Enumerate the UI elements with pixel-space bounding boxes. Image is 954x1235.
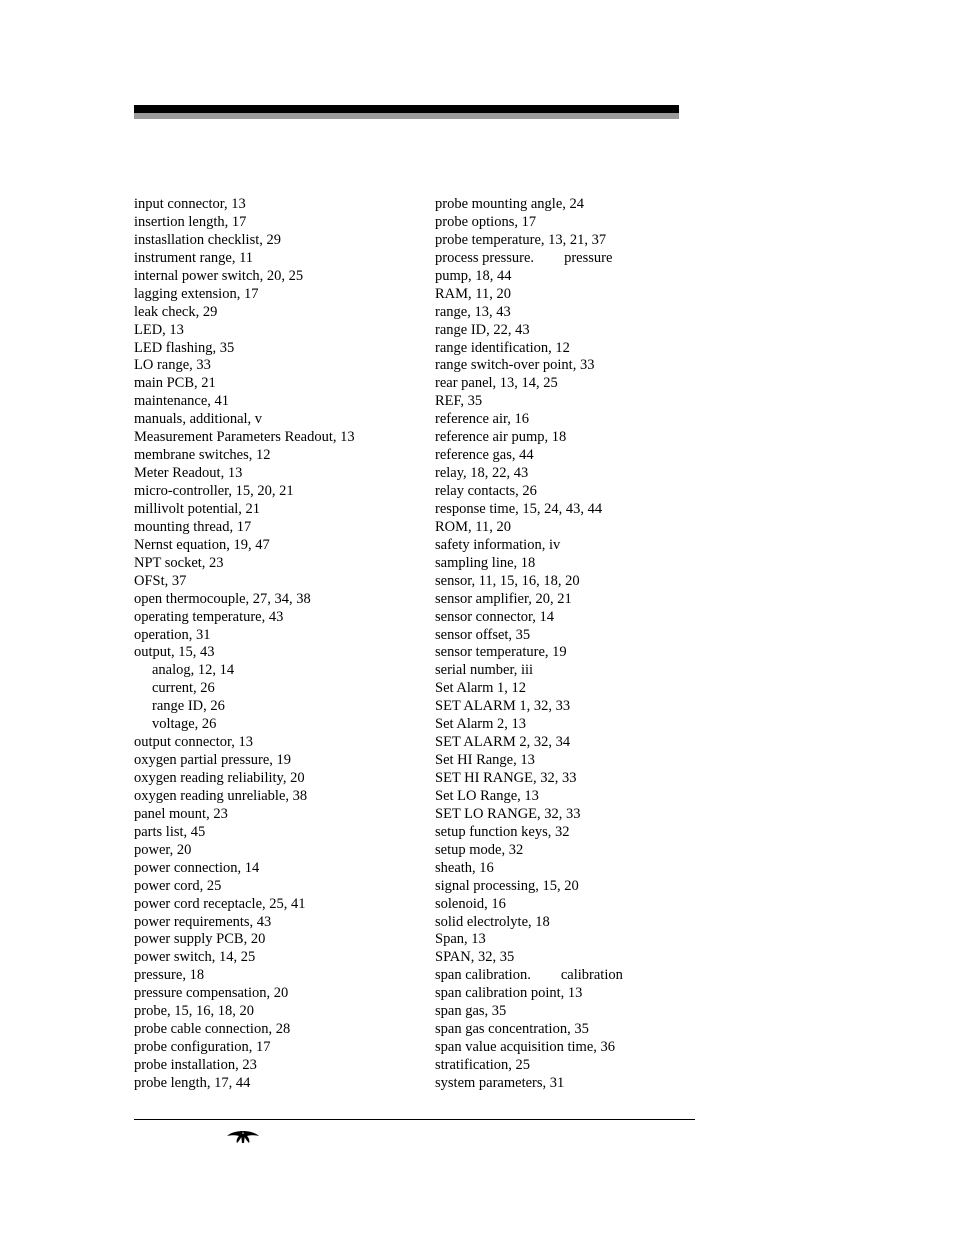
index-term: parts list, 45 <box>134 823 206 840</box>
index-term: instrument range, 11 <box>134 249 254 266</box>
index-term: probe configuration, 17 <box>134 1039 271 1056</box>
index-term: leak check, 29 <box>134 303 218 320</box>
index-term: power cord receptacle, 25, 41 <box>134 895 306 912</box>
left-index-entry <box>134 340 424 358</box>
right-index-entry <box>435 501 695 519</box>
right-index-entry <box>435 896 695 914</box>
left-index-entry <box>134 770 424 788</box>
right-index-entry <box>435 878 695 896</box>
index-term: stratification, 25 <box>435 1057 531 1073</box>
index-term: NPT socket, 23 <box>134 554 224 571</box>
right-index-entry <box>435 1075 695 1093</box>
header-rule-black <box>134 105 679 113</box>
index-term: power, 20 <box>134 841 192 858</box>
right-index-entry <box>435 268 695 286</box>
index-term: range, 13, 43 <box>435 303 511 320</box>
right-index-entry <box>435 304 695 322</box>
right-index-entry <box>435 967 695 985</box>
index-term: setup function keys, 32 <box>435 823 570 840</box>
right-index-entry <box>435 914 695 932</box>
index-term: reference air, 16 <box>435 411 530 428</box>
index-term: solenoid, 16 <box>435 895 506 912</box>
left-index-entry <box>134 949 424 967</box>
index-term: relay, 18, 22, 43 <box>435 465 529 482</box>
index-term: sensor, 11, 15, 16, 18, 20 <box>435 572 580 589</box>
index-term: relay contacts, 26 <box>435 483 537 499</box>
index-term: open thermocouple, 27, 34, 38 <box>134 590 311 607</box>
index-term: Set LO Range, 13 <box>435 787 539 804</box>
index-column-right <box>435 196 695 1093</box>
right-index-entry <box>435 214 695 232</box>
right-index-entry <box>435 447 695 465</box>
index-term: power requirements, 43 <box>134 913 272 930</box>
index-term: sensor amplifier, 20, 21 <box>435 590 572 607</box>
left-index-entry <box>134 250 424 268</box>
index-column-left <box>134 196 424 1093</box>
index-term: SET ALARM 2, 32, 34 <box>435 734 571 751</box>
right-index-entry <box>435 1003 695 1021</box>
index-term: output connector, 13 <box>134 734 254 751</box>
left-index-entry <box>134 268 424 286</box>
index-term: voltage, 26 <box>152 716 217 733</box>
right-index-entry <box>435 734 695 752</box>
left-index-entry <box>134 393 424 411</box>
left-index-entry <box>134 1003 424 1021</box>
right-index-entry <box>435 949 695 967</box>
index-term: SET ALARM 1, 32, 33 <box>435 698 571 715</box>
left-index-entry <box>134 411 424 429</box>
left-index-entry <box>134 286 424 304</box>
left-index-entry <box>134 537 424 555</box>
index-term: mounting thread, 17 <box>134 518 252 535</box>
index-term: probe, 15, 16, 18, 20 <box>134 1003 255 1020</box>
index-term: range ID, 22, 43 <box>435 321 530 338</box>
index-term: power connection, 14 <box>134 859 260 876</box>
left-index-entry <box>134 860 424 878</box>
left-index-entry <box>134 734 424 752</box>
index-term: LED, 13 <box>134 321 184 338</box>
index-term: process pressure. <box>435 249 535 266</box>
index-term: safety information, iv <box>435 536 561 553</box>
index-term: response time, 15, 24, 43, 44 <box>435 500 603 517</box>
left-index-entry <box>134 680 424 698</box>
right-index-entry <box>435 680 695 698</box>
index-term: Nernst equation, 19, 47 <box>134 536 270 553</box>
see-reference: calibration <box>560 967 623 984</box>
index-term: Measurement Parameters Readout, 13 <box>134 429 355 446</box>
index-term: instasllation checklist, 29 <box>134 231 281 248</box>
left-index-entry <box>134 1039 424 1057</box>
footer-rule <box>134 1119 695 1120</box>
left-index-entry <box>134 1021 424 1039</box>
index-term: range identification, 12 <box>435 339 570 356</box>
right-index-entry <box>435 824 695 842</box>
index-term: Span, 13 <box>435 931 486 948</box>
index-term: oxygen reading reliability, 20 <box>134 770 305 786</box>
right-index-entry <box>435 609 695 627</box>
left-index-entry <box>134 196 424 214</box>
right-index-entry <box>435 662 695 680</box>
left-index-entry <box>134 609 424 627</box>
left-index-entry <box>134 1075 424 1093</box>
right-index-entry <box>435 573 695 591</box>
right-index-entry <box>435 788 695 806</box>
right-index-entry <box>435 770 695 788</box>
right-index-entry <box>435 465 695 483</box>
left-index-entry <box>134 555 424 573</box>
index-term: analog, 12, 14 <box>152 662 235 679</box>
index-term: sensor connector, 14 <box>435 608 555 625</box>
right-index-entry <box>435 286 695 304</box>
index-term: probe cable connection, 28 <box>134 1021 291 1038</box>
index-term: reference gas, 44 <box>435 447 534 464</box>
left-index-entry <box>134 304 424 322</box>
right-index-entry <box>435 357 695 375</box>
right-index-entry <box>435 698 695 716</box>
left-index-entry <box>134 375 424 393</box>
left-index-entry <box>134 896 424 914</box>
index-term: system parameters, 31 <box>435 1074 565 1091</box>
left-index-entry <box>134 878 424 896</box>
left-index-entry <box>134 967 424 985</box>
index-term: probe options, 17 <box>435 213 537 230</box>
index-term: main PCB, 21 <box>134 375 216 392</box>
index-term: probe mounting angle, 24 <box>435 196 585 212</box>
left-index-entry <box>134 483 424 501</box>
index-term: range switch-over point, 33 <box>435 357 595 374</box>
index-term: ROM, 11, 20 <box>435 518 511 535</box>
index-term: pressure compensation, 20 <box>134 985 289 1002</box>
right-index-entry <box>435 250 695 268</box>
index-term: pressure, 18 <box>134 967 205 984</box>
right-index-entry <box>435 1057 695 1075</box>
left-index-entry <box>134 662 424 680</box>
index-term: probe installation, 23 <box>134 1057 257 1073</box>
left-index-entry <box>134 985 424 1003</box>
index-term: operating temperature, 43 <box>134 608 284 625</box>
index-term: millivolt potential, 21 <box>134 500 261 517</box>
right-index-entry <box>435 627 695 645</box>
right-index-entry <box>435 1039 695 1057</box>
right-index-entry <box>435 752 695 770</box>
left-index-entry <box>134 501 424 519</box>
index-term: LO range, 33 <box>134 357 211 374</box>
right-index-entry <box>435 340 695 358</box>
index-term: SET HI RANGE, 32, 33 <box>435 770 577 786</box>
left-index-entry <box>134 322 424 340</box>
index-term: REF, 35 <box>435 393 483 410</box>
index-term: oxygen reading unreliable, 38 <box>134 787 308 804</box>
right-index-entry <box>435 644 695 662</box>
index-term: sensor offset, 35 <box>435 626 531 643</box>
see-reference: pressure <box>564 249 613 266</box>
index-term: LED flashing, 35 <box>134 339 235 356</box>
left-index-entry <box>134 591 424 609</box>
left-index-entry <box>134 824 424 842</box>
index-term: reference air pump, 18 <box>435 429 567 446</box>
index-term: span calibration. <box>435 967 531 984</box>
index-term: power cord, 25 <box>134 877 222 894</box>
right-index-entry <box>435 483 695 501</box>
index-term: span gas, 35 <box>435 1003 507 1020</box>
right-index-entry <box>435 393 695 411</box>
left-index-entry <box>134 214 424 232</box>
index-term: span gas concentration, 35 <box>435 1021 589 1038</box>
index-term: operation, 31 <box>134 626 211 643</box>
index-term: span calibration point, 13 <box>435 985 583 1002</box>
index-term: maintenance, 41 <box>134 393 230 410</box>
left-index-entry <box>134 716 424 734</box>
index-term: input connector, 13 <box>134 196 246 212</box>
index-term: rear panel, 13, 14, 25 <box>435 375 558 392</box>
index-term: SET LO RANGE, 32, 33 <box>435 805 581 822</box>
right-index-entry <box>435 519 695 537</box>
right-index-entry <box>435 1021 695 1039</box>
index-term: sensor temperature, 19 <box>435 644 567 661</box>
right-index-entry <box>435 716 695 734</box>
index-term: Set Alarm 2, 13 <box>435 716 527 733</box>
index-term: range ID, 26 <box>152 698 225 715</box>
left-index-entry <box>134 232 424 250</box>
left-index-entry <box>134 788 424 806</box>
index-term: current, 26 <box>152 680 215 697</box>
right-index-entry <box>435 555 695 573</box>
index-term: lagging extension, 17 <box>134 285 259 302</box>
right-index-entry <box>435 537 695 555</box>
index-term: micro-controller, 15, 20, 21 <box>134 483 294 499</box>
left-index-entry <box>134 465 424 483</box>
right-index-entry <box>435 931 695 949</box>
left-index-entry <box>134 752 424 770</box>
index-term: setup mode, 32 <box>435 841 524 858</box>
right-index-entry <box>435 232 695 250</box>
index-term: serial number, iii <box>435 662 534 679</box>
left-index-entry <box>134 931 424 949</box>
left-index-entry <box>134 1057 424 1075</box>
index-term: sampling line, 18 <box>435 554 536 571</box>
left-index-entry <box>134 806 424 824</box>
index-term: power supply PCB, 20 <box>134 931 266 948</box>
right-index-entry <box>435 375 695 393</box>
left-index-entry <box>134 429 424 447</box>
left-index-entry <box>134 698 424 716</box>
index-term: solid electrolyte, 18 <box>435 913 550 930</box>
index-term: internal power switch, 20, 25 <box>134 267 304 284</box>
index-term: Set Alarm 1, 12 <box>435 680 527 697</box>
right-index-entry <box>435 322 695 340</box>
index-term: pump, 18, 44 <box>435 267 512 284</box>
right-index-entry <box>435 806 695 824</box>
index-term: membrane switches, 12 <box>134 447 271 464</box>
left-index-entry <box>134 519 424 537</box>
index-term: probe length, 17, 44 <box>134 1074 251 1091</box>
index-term: probe temperature, 13, 21, 37 <box>435 231 607 248</box>
left-index-entry <box>134 644 424 662</box>
company-logo-icon <box>225 1128 261 1144</box>
index-term: Meter Readout, 13 <box>134 465 243 482</box>
index-term: Set HI Range, 13 <box>435 752 535 769</box>
index-term: manuals, additional, v <box>134 411 263 428</box>
index-term: power switch, 14, 25 <box>134 949 256 966</box>
index-term: sheath, 16 <box>435 859 494 876</box>
index-term: insertion length, 17 <box>134 213 247 230</box>
right-index-entry <box>435 196 695 214</box>
index-term: panel mount, 23 <box>134 805 228 822</box>
index-term: span value acquisition time, 36 <box>435 1039 616 1056</box>
index-term: RAM, 11, 20 <box>435 285 511 302</box>
left-index-entry <box>134 627 424 645</box>
left-index-entry <box>134 842 424 860</box>
left-index-entry <box>134 914 424 932</box>
index-term: oxygen partial pressure, 19 <box>134 752 292 769</box>
header-rule-grey <box>134 113 679 119</box>
index-term: SPAN, 32, 35 <box>435 949 515 966</box>
right-index-entry <box>435 591 695 609</box>
index-term: OFSt, 37 <box>134 572 187 589</box>
right-index-entry <box>435 985 695 1003</box>
right-index-entry <box>435 411 695 429</box>
right-index-entry <box>435 860 695 878</box>
right-index-entry <box>435 842 695 860</box>
index-term: signal processing, 15, 20 <box>435 877 579 894</box>
right-index-entry <box>435 429 695 447</box>
left-index-entry <box>134 573 424 591</box>
left-index-entry <box>134 357 424 375</box>
left-index-entry <box>134 447 424 465</box>
index-term: output, 15, 43 <box>134 644 215 661</box>
